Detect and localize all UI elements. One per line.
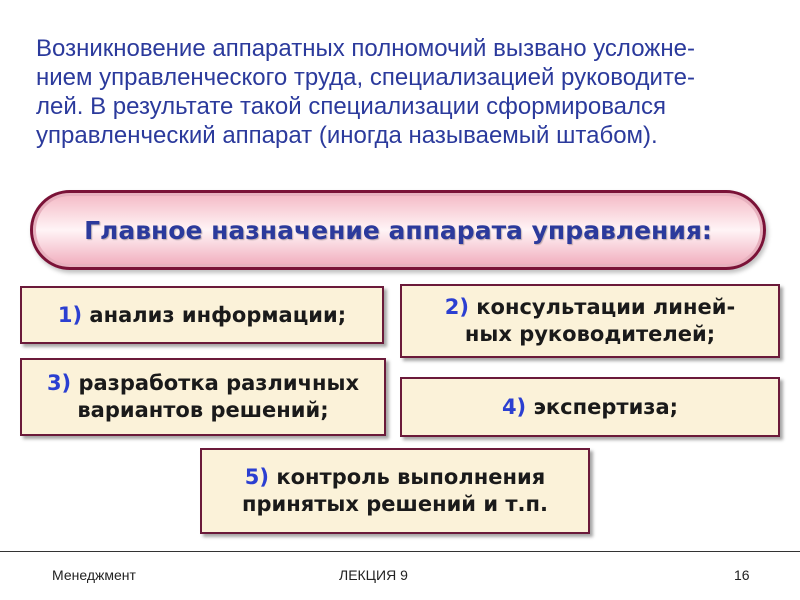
function-text: разработка различных	[78, 371, 360, 395]
function-text: консультации линей-	[476, 295, 736, 319]
function-text: принятых решений и т.п.	[242, 492, 548, 516]
banner-title: Главное назначение аппарата управления:	[84, 215, 712, 245]
intro-line: управленческий аппарат (иногда называемый штабом).	[36, 122, 658, 149]
function-text: анализ информации;	[89, 302, 347, 327]
function-line	[245, 464, 545, 491]
function-box-2	[400, 284, 780, 358]
intro-line: нием управленческого труда, специализацией руководите-	[36, 64, 695, 91]
function-text: ных руководителей;	[464, 322, 716, 346]
intro-line: Возникновение аппаратных полномочий вызвано усложне-	[36, 35, 695, 62]
function-number: 2)	[444, 295, 469, 319]
footer-course-name: Менеджмент	[52, 567, 136, 583]
main-purpose-banner	[30, 190, 766, 270]
footer-divider	[0, 551, 800, 552]
intro-paragraph	[36, 34, 776, 150]
function-text: вариантов решений;	[77, 398, 329, 422]
function-text: экспертиза;	[533, 394, 679, 419]
function-number: 1)	[57, 302, 83, 327]
function-number: 4)	[501, 394, 527, 419]
function-line	[445, 294, 735, 321]
footer-lecture-label: ЛЕКЦИЯ 9	[339, 567, 408, 583]
function-box-3	[20, 358, 386, 436]
footer-page-number: 16	[734, 567, 750, 583]
function-text: контроль выполнения	[276, 465, 546, 489]
intro-line: лей. В результате такой специализации сформировался	[36, 93, 667, 120]
function-line	[58, 302, 346, 329]
function-box-4	[400, 377, 780, 437]
function-box-5	[200, 448, 590, 534]
function-line	[502, 394, 678, 421]
function-number: 5)	[244, 465, 270, 489]
function-box-1	[20, 286, 384, 344]
function-number: 3)	[46, 371, 72, 395]
function-line	[47, 370, 359, 397]
